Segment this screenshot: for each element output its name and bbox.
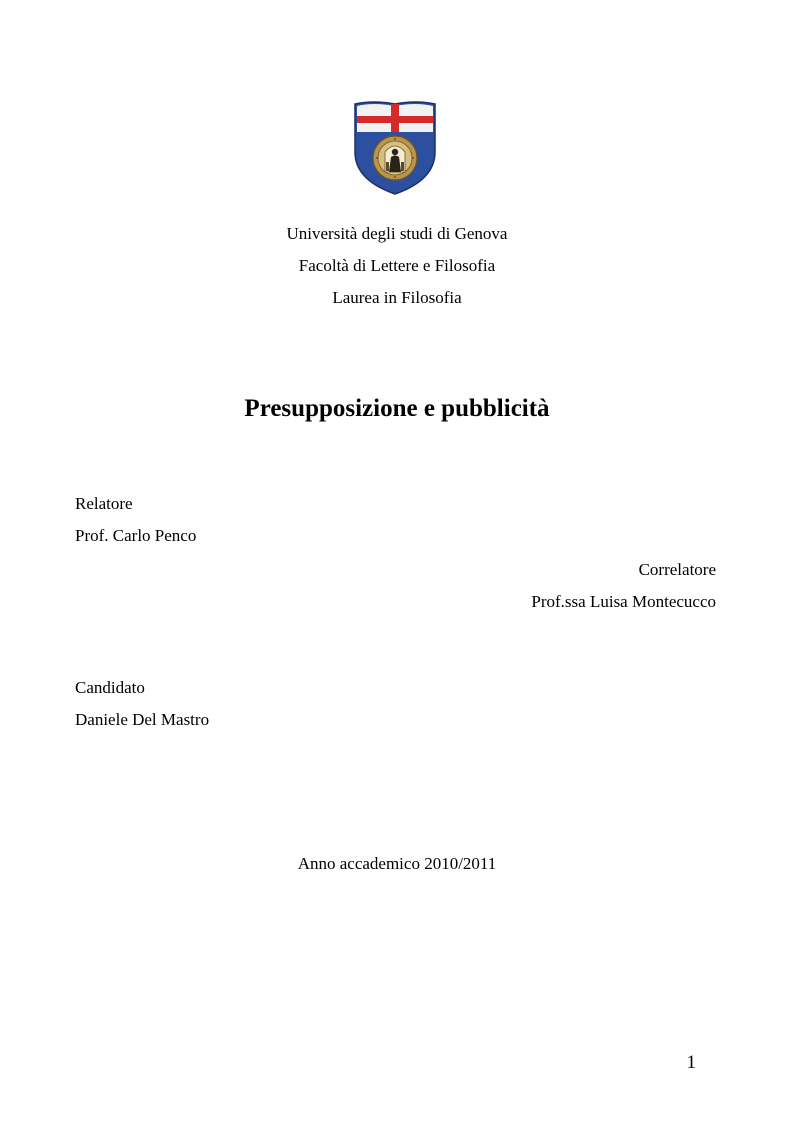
co-supervisor-name: Prof.ssa Luisa Montecucco <box>531 592 716 611</box>
faculty-name: Facoltà di Lettere e Filosofia <box>298 256 496 275</box>
candidate-name: Daniele Del Mastro <box>75 710 210 729</box>
thesis-title: Presupposizione e pubblicità <box>244 395 550 422</box>
supervisor-role: Relatore <box>75 494 133 513</box>
co-supervisor-role: Correlatore <box>638 560 716 579</box>
academic-year: Anno accademico 2010/2011 <box>297 854 497 873</box>
degree-name: Laurea in Filosofia <box>332 288 462 307</box>
page-number: 1 <box>686 1052 696 1073</box>
candidate-role: Candidato <box>75 678 145 697</box>
supervisor-name: Prof. Carlo Penco <box>75 526 197 545</box>
university-name: Università degli studi di Genova <box>286 224 508 243</box>
university-crest-icon <box>352 100 438 196</box>
